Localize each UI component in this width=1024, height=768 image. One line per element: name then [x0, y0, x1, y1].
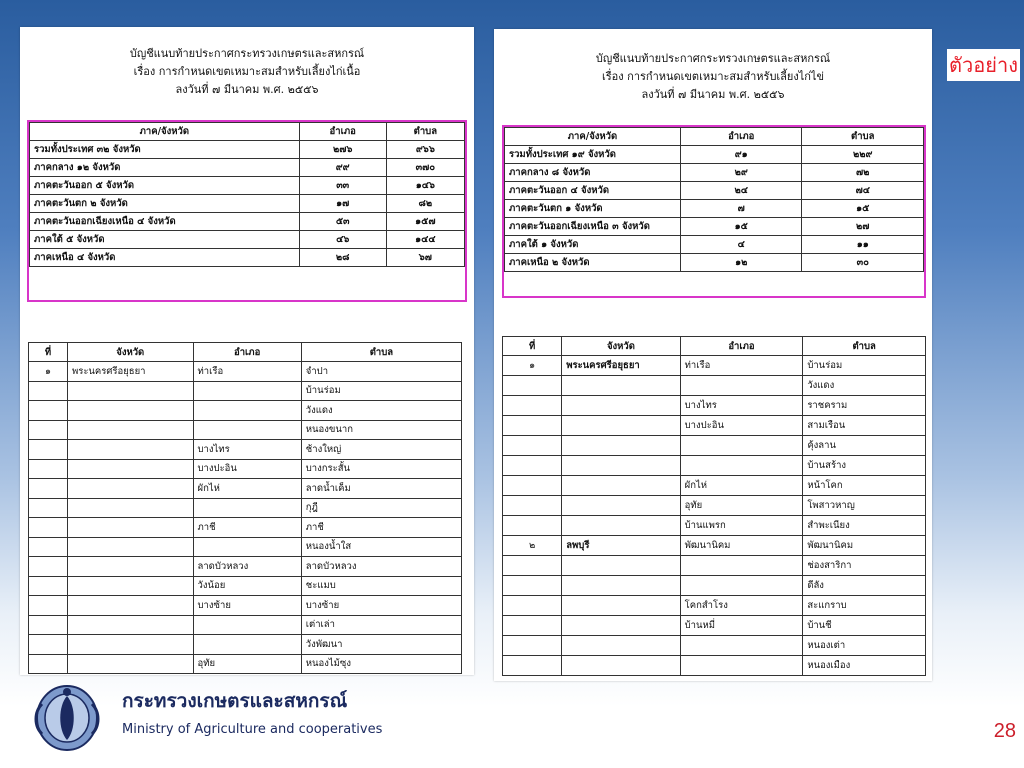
table-row	[29, 479, 462, 499]
table-cell: ภาคตะวันออกเฉียงเหนือ ๓ จังหวัด	[505, 218, 681, 236]
summary-highlight-frame	[27, 120, 467, 302]
summary-row	[505, 254, 924, 272]
column-header: ภาค/จังหวัด	[505, 128, 681, 146]
table-cell	[680, 556, 803, 576]
column-header: อำเภอ	[193, 343, 301, 362]
table-cell	[29, 654, 68, 674]
title-line-2: เรื่อง การกำหนดเขตเหมาะสมสำหรับเลี้ยงไก่ไข่	[602, 70, 824, 83]
table-cell	[67, 576, 193, 596]
column-header: จังหวัด	[67, 343, 193, 362]
table-cell: บางไทร	[680, 396, 803, 416]
table-cell: บางซ้าย	[301, 596, 461, 616]
table-cell: บ้านแพรก	[680, 516, 803, 536]
table-cell: บ้านร่อม	[301, 381, 461, 401]
column-header: จังหวัด	[562, 337, 680, 356]
table-row	[503, 536, 926, 556]
table-row	[503, 456, 926, 476]
table-cell	[562, 436, 680, 456]
table-cell	[29, 479, 68, 499]
table-row	[29, 557, 462, 577]
table-cell: ภาคกลาง ๑๒ จังหวัด	[30, 159, 300, 177]
table-cell	[67, 557, 193, 577]
table-cell	[680, 376, 803, 396]
table-cell	[193, 537, 301, 557]
table-cell: ๗๔	[802, 182, 924, 200]
table-cell	[503, 596, 562, 616]
document-title	[20, 45, 474, 99]
table-row	[29, 518, 462, 538]
table-cell: ๗๒	[802, 164, 924, 182]
table-cell: ๑	[503, 356, 562, 376]
table-cell: ภาคตะวันออกเฉียงเหนือ ๔ จังหวัด	[30, 213, 300, 231]
table-cell	[29, 615, 68, 635]
detail-table	[502, 336, 926, 676]
table-cell	[29, 420, 68, 440]
table-cell	[29, 576, 68, 596]
summary-row	[505, 218, 924, 236]
table-cell: ๒๒๙	[802, 146, 924, 164]
table-cell: ภาชี	[301, 518, 461, 538]
table-cell	[562, 656, 680, 676]
table-cell: ภาคเหนือ ๔ จังหวัด	[30, 249, 300, 267]
table-cell: ๑๕๗	[386, 213, 464, 231]
table-cell: จำปา	[301, 362, 461, 382]
table-cell: หน้าโคก	[803, 476, 926, 496]
title-line-3: ลงวันที่ ๗ มีนาคม พ.ศ. ๒๕๕๖	[175, 83, 319, 96]
summary-row	[30, 231, 465, 249]
table-cell: ๙๖๖	[386, 141, 464, 159]
table-cell	[67, 479, 193, 499]
table-cell: ภาชี	[193, 518, 301, 538]
table-cell: บ้านสร้าง	[803, 456, 926, 476]
table-row	[29, 537, 462, 557]
summary-row	[505, 236, 924, 254]
table-cell: สำพะเนียง	[803, 516, 926, 536]
summary-row	[30, 159, 465, 177]
column-header: อำเภอ	[680, 337, 803, 356]
table-cell: ๒๙	[680, 164, 802, 182]
table-cell: ลาดน้ำเค็ม	[301, 479, 461, 499]
table-cell	[562, 596, 680, 616]
table-cell	[562, 476, 680, 496]
table-row	[503, 556, 926, 576]
table-cell	[503, 436, 562, 456]
summary-row	[505, 146, 924, 164]
table-cell: ภาคตะวันออก ๕ จังหวัด	[30, 177, 300, 195]
table-row	[503, 416, 926, 436]
table-cell: วังแดง	[803, 376, 926, 396]
table-cell: วังแดง	[301, 401, 461, 421]
table-cell: ๘๒	[386, 195, 464, 213]
table-cell: คุ้งลาน	[803, 436, 926, 456]
table-cell: ๑๑	[802, 236, 924, 254]
table-cell	[67, 498, 193, 518]
table-row	[503, 396, 926, 416]
table-row	[503, 616, 926, 636]
table-cell	[67, 537, 193, 557]
table-cell	[67, 654, 193, 674]
table-cell: สะแกราบ	[803, 596, 926, 616]
table-cell: หนองเมือง	[803, 656, 926, 676]
table-cell: บ้านชี	[803, 616, 926, 636]
table-cell	[680, 576, 803, 596]
table-row	[503, 576, 926, 596]
summary-row	[30, 177, 465, 195]
summary-row	[505, 200, 924, 218]
table-cell	[503, 396, 562, 416]
table-cell	[29, 498, 68, 518]
table-cell: รวมทั้งประเทศ ๓๒ จังหวัด	[30, 141, 300, 159]
table-cell: วังพัฒนา	[301, 635, 461, 655]
table-row	[503, 496, 926, 516]
table-cell	[67, 518, 193, 538]
table-cell	[67, 381, 193, 401]
document-title	[494, 50, 932, 104]
table-cell: อุทัย	[193, 654, 301, 674]
table-row	[503, 476, 926, 496]
table-cell	[193, 615, 301, 635]
table-row	[29, 362, 462, 382]
column-header: ที่	[503, 337, 562, 356]
table-cell: ลาดบัวหลวง	[301, 557, 461, 577]
table-row	[503, 596, 926, 616]
table-row	[29, 401, 462, 421]
table-cell: ๒๘	[299, 249, 386, 267]
table-cell	[29, 440, 68, 460]
table-cell	[680, 436, 803, 456]
table-cell: หนองไม้ซุง	[301, 654, 461, 674]
table-cell	[29, 557, 68, 577]
table-cell	[67, 596, 193, 616]
table-cell	[503, 656, 562, 676]
table-cell	[503, 556, 562, 576]
table-cell	[503, 456, 562, 476]
table-cell	[503, 636, 562, 656]
table-cell: ภาคเหนือ ๒ จังหวัด	[505, 254, 681, 272]
table-cell	[503, 416, 562, 436]
table-cell	[562, 616, 680, 636]
table-cell: ๑๕	[680, 218, 802, 236]
table-row	[29, 576, 462, 596]
table-cell	[680, 636, 803, 656]
table-cell: ๒๔	[680, 182, 802, 200]
table-cell: บ้านร่อม	[803, 356, 926, 376]
table-cell	[29, 459, 68, 479]
table-cell: สามเรือน	[803, 416, 926, 436]
column-header: ที่	[29, 343, 68, 362]
title-line-2: เรื่อง การกำหนดเขตเหมาะสมสำหรับเลี้ยงไก่เนื้อ	[133, 65, 361, 78]
table-cell: บางปะอิน	[193, 459, 301, 479]
table-row	[503, 436, 926, 456]
table-cell: บางซ้าย	[193, 596, 301, 616]
table-cell	[193, 635, 301, 655]
table-cell: วังน้อย	[193, 576, 301, 596]
table-row	[29, 420, 462, 440]
table-row	[29, 596, 462, 616]
table-cell: ช้างใหญ่	[301, 440, 461, 460]
column-header: ตำบล	[301, 343, 461, 362]
table-row	[29, 615, 462, 635]
column-header: ภาค/จังหวัด	[30, 123, 300, 141]
table-cell	[503, 516, 562, 536]
table-cell: พัฒนานิคม	[680, 536, 803, 556]
page-number: 28	[993, 720, 1016, 742]
table-cell: ๔๖	[299, 231, 386, 249]
table-cell: ภาคตะวันตก ๑ จังหวัด	[505, 200, 681, 218]
table-row	[29, 654, 462, 674]
table-cell: บางปะอิน	[680, 416, 803, 436]
table-cell	[67, 440, 193, 460]
table-cell	[67, 635, 193, 655]
table-cell: พระนครศรีอยุธยา	[562, 356, 680, 376]
document-layer	[494, 29, 932, 681]
table-cell: ภาคตะวันออก ๔ จังหวัด	[505, 182, 681, 200]
table-cell: หนองขนาก	[301, 420, 461, 440]
table-cell	[193, 498, 301, 518]
table-cell	[29, 537, 68, 557]
ministry-english-name: Ministry of Agriculture and cooperatives	[122, 722, 383, 737]
table-cell	[193, 381, 301, 401]
table-cell: ท่าเรือ	[680, 356, 803, 376]
table-cell: พระนครศรีอยุธยา	[67, 362, 193, 382]
table-cell: ภาคใต้ ๑ จังหวัด	[505, 236, 681, 254]
table-cell: อุทัย	[680, 496, 803, 516]
table-cell: ราชคราม	[803, 396, 926, 416]
table-cell: ๑	[29, 362, 68, 382]
table-cell: บางไทร	[193, 440, 301, 460]
ministry-seal-logo-icon	[28, 682, 106, 752]
table-cell	[193, 420, 301, 440]
table-cell: ๑๗	[299, 195, 386, 213]
table-cell	[680, 456, 803, 476]
table-cell: ๙๑	[680, 146, 802, 164]
table-row	[29, 498, 462, 518]
table-cell: บางกระสั้น	[301, 459, 461, 479]
table-cell	[562, 516, 680, 536]
table-cell	[562, 496, 680, 516]
column-header: ตำบล	[386, 123, 464, 141]
table-cell: ๓๓	[299, 177, 386, 195]
table-cell: ภาคกลาง ๘ จังหวัด	[505, 164, 681, 182]
sample-label: ตัวอย่าง	[947, 49, 1020, 81]
table-row	[29, 459, 462, 479]
table-cell	[562, 376, 680, 396]
table-cell: ๑๒	[680, 254, 802, 272]
table-cell: ๑๔๔	[386, 231, 464, 249]
table-cell: ผักไห่	[193, 479, 301, 499]
table-row	[503, 356, 926, 376]
table-cell	[562, 416, 680, 436]
title-line-1: บัญชีแนบท้ายประกาศกระทรวงเกษตรและสหกรณ์	[129, 47, 365, 60]
table-row	[29, 440, 462, 460]
table-cell: ท่าเรือ	[193, 362, 301, 382]
table-cell: ๖๗	[386, 249, 464, 267]
table-row	[503, 636, 926, 656]
summary-highlight-frame	[502, 125, 926, 298]
table-cell: ภาคใต้ ๕ จังหวัด	[30, 231, 300, 249]
table-row	[503, 376, 926, 396]
summary-header-row	[505, 128, 924, 146]
table-cell	[29, 381, 68, 401]
table-cell: ๗	[680, 200, 802, 218]
table-row	[29, 381, 462, 401]
summary-table	[29, 122, 465, 267]
table-cell	[503, 376, 562, 396]
table-cell: พัฒนานิคม	[803, 536, 926, 556]
table-row	[503, 656, 926, 676]
table-cell: ผักไห่	[680, 476, 803, 496]
column-header: ตำบล	[802, 128, 924, 146]
table-cell	[562, 576, 680, 596]
table-cell	[29, 596, 68, 616]
ministry-thai-name: กระทรวงเกษตรและสหกรณ์	[122, 690, 348, 712]
table-cell: ภาคตะวันตก ๒ จังหวัด	[30, 195, 300, 213]
table-cell	[503, 476, 562, 496]
table-cell: ๔	[680, 236, 802, 254]
table-cell: ๒๗	[802, 218, 924, 236]
table-cell: ๒๗๖	[299, 141, 386, 159]
table-cell: ๒	[503, 536, 562, 556]
table-cell: ๑๕	[802, 200, 924, 218]
table-cell	[29, 518, 68, 538]
column-header: อำเภอ	[299, 123, 386, 141]
table-cell	[67, 401, 193, 421]
table-cell: โคกสำโรง	[680, 596, 803, 616]
summary-table	[504, 127, 924, 272]
table-cell: กุฎี	[301, 498, 461, 518]
summary-row	[30, 213, 465, 231]
table-cell: หนองน้ำใส	[301, 537, 461, 557]
table-cell	[67, 615, 193, 635]
table-cell: ๙๙	[299, 159, 386, 177]
detail-header-row	[29, 343, 462, 362]
column-header: ตำบล	[803, 337, 926, 356]
table-cell: ๓๗๐	[386, 159, 464, 177]
column-header: อำเภอ	[680, 128, 802, 146]
table-cell: ลพบุรี	[562, 536, 680, 556]
table-cell	[67, 420, 193, 440]
table-cell: โพสาวหาญ	[803, 496, 926, 516]
table-cell	[29, 401, 68, 421]
table-cell: บ้านหมี่	[680, 616, 803, 636]
table-cell: ๕๓	[299, 213, 386, 231]
summary-header-row	[30, 123, 465, 141]
table-cell	[503, 616, 562, 636]
table-row	[29, 635, 462, 655]
summary-row	[30, 195, 465, 213]
table-cell: รวมทั้งประเทศ ๑๙ จังหวัด	[505, 146, 681, 164]
table-cell	[562, 396, 680, 416]
table-cell	[562, 456, 680, 476]
table-cell	[503, 576, 562, 596]
document-broiler	[20, 27, 474, 675]
table-cell: ชะแมบ	[301, 576, 461, 596]
table-cell	[503, 496, 562, 516]
table-cell: ๑๔๖	[386, 177, 464, 195]
table-cell	[67, 459, 193, 479]
table-cell: ๓๐	[802, 254, 924, 272]
table-cell	[193, 401, 301, 421]
table-row	[503, 516, 926, 536]
summary-row	[30, 249, 465, 267]
table-cell: ลาดบัวหลวง	[193, 557, 301, 577]
table-cell	[562, 636, 680, 656]
table-cell	[562, 556, 680, 576]
detail-table	[28, 342, 462, 674]
title-line-1: บัญชีแนบท้ายประกาศกระทรวงเกษตรและสหกรณ์	[595, 52, 831, 65]
table-cell	[29, 635, 68, 655]
table-cell: หนองเต่า	[803, 636, 926, 656]
detail-header-row	[503, 337, 926, 356]
summary-row	[505, 182, 924, 200]
title-line-3: ลงวันที่ ๗ มีนาคม พ.ศ. ๒๕๕๖	[641, 88, 785, 101]
table-cell: ดีลัง	[803, 576, 926, 596]
summary-row	[30, 141, 465, 159]
table-cell: ช่องสาริกา	[803, 556, 926, 576]
table-cell	[680, 656, 803, 676]
table-cell: เต่าเล่า	[301, 615, 461, 635]
summary-row	[505, 164, 924, 182]
